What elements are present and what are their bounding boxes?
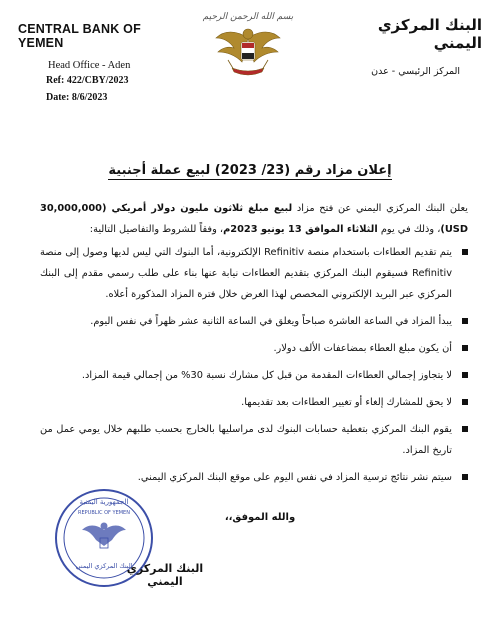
- bullet-icon: [462, 249, 468, 255]
- bullet-icon: [462, 318, 468, 324]
- condition-text: سيتم نشر نتائج ترسية المزاد في نفس اليوم على موقع البنك المركزي اليمني.: [137, 472, 452, 483]
- bank-name-en: CENTRAL BANK OF YEMEN: [18, 22, 141, 50]
- condition-text: لا يحق للمشارك إلغاء أو تغيير العطاءات بعد تقديمها.: [241, 397, 452, 408]
- list-item: [40, 365, 468, 386]
- seal-eagle-icon: [82, 523, 126, 549]
- list-item: [40, 467, 468, 488]
- intro-part-2: ، وذلك في يوم: [380, 224, 441, 235]
- document-date: Date: 8/6/2023: [46, 92, 108, 103]
- signature-bank-name: البنك المركزي اليمني: [126, 562, 204, 588]
- reference-number: Ref: 422/CBY/2023: [46, 75, 129, 86]
- condition-text: أن يكون مبلغ العطاء بمضاعفات الألف دولار.: [273, 343, 452, 354]
- reference-block: [46, 72, 129, 106]
- conditions-list: [40, 242, 468, 488]
- office-en: Head Office - Aden: [48, 60, 131, 71]
- intro-part-3: ، وفقاً للشروط والتفاصيل التالية:: [89, 224, 224, 235]
- intro-paragraph: [40, 198, 468, 240]
- announcement-title: [0, 163, 500, 178]
- office-ar: المركز الرئيسي - عدن: [371, 66, 460, 77]
- bullet-icon: [462, 426, 468, 432]
- basmala: بسم الله الرحمن الرحيم: [202, 12, 294, 22]
- seal-en-text: REPUBLIC OF YEMEN: [78, 510, 130, 516]
- bullet-icon: [462, 345, 468, 351]
- header-left: [18, 22, 178, 71]
- list-item: [40, 392, 468, 413]
- list-item: [40, 311, 468, 332]
- intro-part-1: يعلن البنك المركزي اليمني عن فتح مزاد: [296, 203, 468, 214]
- announcement-title-text: إعلان مزاد رقم (23/ 2023) لبيع عملة أجنبية: [108, 163, 392, 178]
- condition-text: لا يتجاوز إجمالي العطاءات المقدمة من قبل كل مشارك نسبة 30% من إجمالي قيمة المزاد.: [81, 370, 452, 381]
- list-item: [40, 338, 468, 359]
- seal-top-text: الجمهورية اليمنية: [79, 498, 129, 506]
- bullet-icon: [462, 474, 468, 480]
- condition-text: يتم تقديم العطاءات باستخدام منصة Refinitiv الإلكترونية، أما البنوك التي ليس لديها وصول إلى منصة Refinitiv فسيقوم البنك المركزي بتقديم العطاءات نيابة عنها بناء على طلب رسمي مقدم إلى البنك المركزي عبر البريد الإلكتروني المخصص لهذا الغرض خلال فترة المزاد المذكورة أعلاه.: [40, 247, 452, 300]
- header-right: [332, 16, 482, 77]
- intro-date: الثلاثاء الموافق 13 يونيو 2023م: [223, 224, 378, 235]
- closing-phrase: والله الموفق،،: [224, 512, 296, 523]
- bank-name-ar: البنك المركزي اليمني: [377, 16, 482, 52]
- list-item: [40, 242, 468, 305]
- bullet-icon: [462, 399, 468, 405]
- list-item: [40, 419, 468, 461]
- condition-text: يبدأ المزاد في الساعة العاشرة صباحاً ويغلق في الساعة الثانية عشر ظهراً في نفس اليوم.: [90, 316, 452, 327]
- condition-text: يقوم البنك المركزي بتغطية حسابات البنوك لدى مراسليها بالخارج بحسب طلبهم خلال يومي عمل من تاريخ المزاد.: [40, 424, 452, 456]
- intro-amount: لبيع مبلغ ثلاثون مليون دولار أمريكي (30,000,000 USD): [40, 203, 468, 235]
- announcement-body: [40, 198, 468, 494]
- yemen-eagle-emblem-icon: [198, 8, 298, 88]
- bullet-icon: [462, 372, 468, 378]
- seal-bottom-text: البنك المركزي اليمني: [75, 562, 133, 570]
